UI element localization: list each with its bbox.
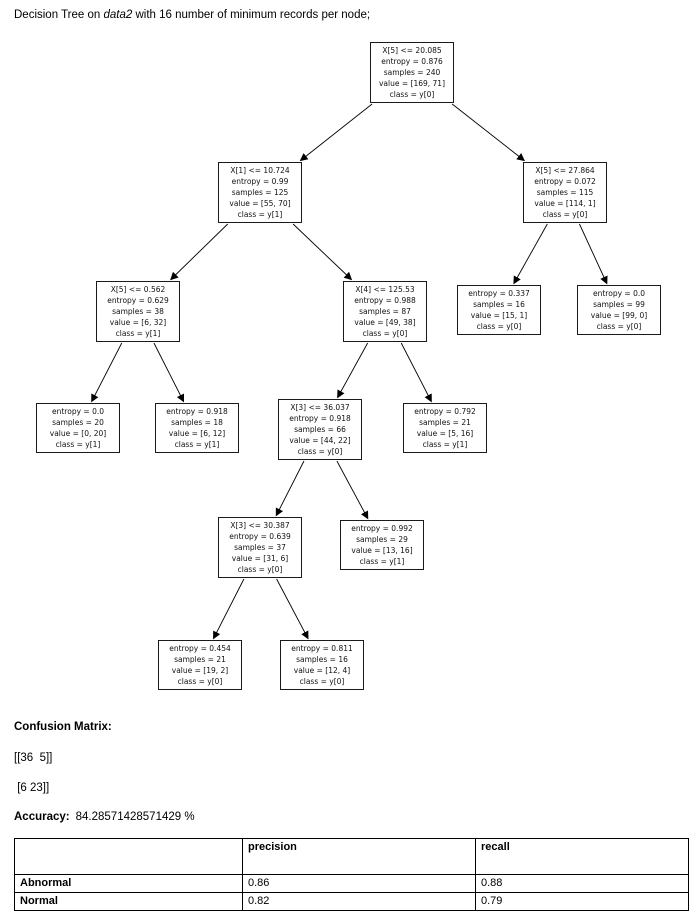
- tree-node-line: class = y[1]: [422, 440, 468, 449]
- tree-node-line: samples = 21: [419, 418, 471, 427]
- tree-node-line: samples = 38: [112, 307, 164, 316]
- tree-edge: [92, 343, 122, 402]
- tree-node-line: value = [55, 70]: [229, 199, 291, 208]
- tree-node-line: class = y[1]: [237, 210, 283, 219]
- title-dataset-name: data2: [103, 9, 133, 21]
- tree-node-line: entropy = 0.0: [52, 407, 104, 416]
- tree-edge: [154, 343, 184, 402]
- tree-node-line: X[5] <= 27.864: [535, 166, 595, 175]
- tree-node-line: class = y[0]: [237, 565, 283, 574]
- tree-node-line: value = [114, 1]: [534, 199, 596, 208]
- tree-edge: [277, 579, 308, 639]
- tree-node-line: samples = 125: [231, 188, 289, 197]
- tree-node-line: X[5] <= 20.085: [382, 46, 442, 55]
- tree-node-line: class = y[1]: [174, 440, 220, 449]
- tree-node-4: [343, 281, 427, 342]
- tree-node-line: entropy = 0.918: [289, 414, 351, 423]
- tree-node-8: [155, 403, 239, 453]
- metrics-header-precision: precision: [243, 839, 476, 875]
- tree-node-line: entropy = 0.639: [229, 532, 291, 541]
- tree-node-line: class = y[0]: [476, 322, 522, 331]
- metrics-table: [14, 838, 689, 911]
- tree-node-line: samples = 37: [234, 543, 286, 552]
- tree-edge: [293, 224, 351, 280]
- metrics-header-recall: recall: [476, 839, 689, 875]
- tree-node-line: class = y[0]: [542, 210, 588, 219]
- title-prefix: Decision Tree on: [14, 9, 104, 21]
- tree-edge: [171, 224, 228, 280]
- tree-node-7: [36, 403, 120, 453]
- tree-node-line: samples = 16: [296, 655, 348, 664]
- tree-node-10: [403, 403, 487, 453]
- tree-node-line: value = [169, 71]: [378, 79, 446, 88]
- tree-node-9: [278, 399, 362, 460]
- precision-value: 0.82: [243, 893, 476, 911]
- tree-node-line: entropy = 0.337: [468, 289, 530, 298]
- precision-value: 0.86: [243, 875, 476, 893]
- tree-edge: [452, 104, 524, 161]
- tree-node-line: class = y[0]: [596, 322, 642, 331]
- tree-node-3: [96, 281, 180, 342]
- tree-node-line: samples = 115: [536, 188, 594, 197]
- tree-node-line: entropy = 0.988: [354, 296, 416, 305]
- tree-node-line: value = [44, 22]: [289, 436, 351, 445]
- accuracy-value: 84.28571428571429 %: [75, 811, 195, 823]
- tree-edge: [338, 343, 368, 398]
- tree-node-line: samples = 20: [52, 418, 104, 427]
- tree-node-line: value = [13, 16]: [351, 546, 413, 555]
- confusion-matrix-heading: Confusion Matrix:: [14, 721, 112, 733]
- recall-value: 0.79: [476, 893, 689, 911]
- metrics-header-empty: [15, 839, 243, 875]
- tree-node-2: [523, 162, 607, 223]
- tree-node-line: samples = 66: [294, 425, 346, 434]
- tree-node-line: X[3] <= 36.037: [290, 403, 350, 412]
- row-label: Normal: [15, 893, 243, 911]
- tree-node-6: [577, 285, 661, 335]
- tree-node-line: value = [49, 38]: [354, 318, 416, 327]
- accuracy-line: [14, 811, 195, 823]
- tree-node-line: entropy = 0.072: [534, 177, 596, 186]
- tree-node-line: class = y[0]: [362, 329, 408, 338]
- tree-node-line: X[1] <= 10.724: [230, 166, 290, 175]
- tree-node-13: [158, 640, 242, 690]
- tree-node-line: entropy = 0.992: [351, 524, 413, 533]
- tree-node-line: class = y[0]: [297, 447, 343, 456]
- tree-node-line: value = [5, 16]: [416, 429, 474, 438]
- confusion-matrix-row: [[36 5]]: [14, 752, 53, 764]
- tree-node-5: [457, 285, 541, 335]
- tree-node-line: value = [6, 12]: [168, 429, 226, 438]
- tree-node-line: entropy = 0.454: [169, 644, 231, 653]
- confusion-matrix-row: [6 23]]: [14, 782, 50, 794]
- tree-node-line: samples = 16: [473, 300, 525, 309]
- tree-edge: [514, 224, 547, 284]
- tree-node-line: entropy = 0.876: [381, 57, 443, 66]
- tree-node-line: entropy = 0.792: [414, 407, 476, 416]
- title-suffix: with 16 number of minimum records per node;: [132, 9, 371, 21]
- tree-node-line: value = [19, 2]: [171, 666, 229, 675]
- metrics-header-row: [15, 839, 689, 875]
- tree-node-line: value = [15, 1]: [470, 311, 528, 320]
- tree-node-line: X[4] <= 125.53: [355, 285, 415, 294]
- tree-node-line: value = [6, 32]: [109, 318, 167, 327]
- tree-node-14: [280, 640, 364, 690]
- tree-edge: [579, 224, 606, 284]
- tree-node-line: samples = 240: [383, 68, 441, 77]
- tree-node-11: [218, 517, 302, 578]
- tree-node-0: [370, 42, 454, 103]
- tree-node-line: entropy = 0.99: [231, 177, 289, 186]
- tree-node-line: class = y[1]: [55, 440, 101, 449]
- accuracy-label: Accuracy:: [14, 811, 70, 823]
- tree-node-line: value = [31, 6]: [231, 554, 289, 563]
- tree-node-line: class = y[1]: [115, 329, 161, 338]
- tree-edge: [214, 579, 244, 639]
- tree-node-line: entropy = 0.0: [593, 289, 645, 298]
- recall-value: 0.88: [476, 875, 689, 893]
- tree-node-line: class = y[0]: [389, 90, 435, 99]
- tree-edge: [301, 104, 373, 161]
- tree-node-line: entropy = 0.918: [166, 407, 228, 416]
- tree-node-line: value = [99, 0]: [590, 311, 648, 320]
- tree-node-line: X[5] <= 0.562: [110, 285, 166, 294]
- metrics-row-abnormal: [15, 875, 689, 893]
- tree-node-line: samples = 29: [356, 535, 408, 544]
- tree-node-1: [218, 162, 302, 223]
- tree-node-line: class = y[0]: [177, 677, 223, 686]
- tree-edge: [337, 461, 368, 519]
- tree-node-line: samples = 21: [174, 655, 226, 664]
- tree-node-line: samples = 87: [359, 307, 411, 316]
- tree-node-line: value = [0, 20]: [49, 429, 107, 438]
- tree-edge: [401, 343, 431, 402]
- row-label: Abnormal: [15, 875, 243, 893]
- metrics-row-normal: [15, 893, 689, 911]
- tree-node-12: [340, 520, 424, 570]
- tree-edge: [276, 461, 304, 516]
- tree-node-line: class = y[1]: [359, 557, 405, 566]
- tree-node-line: samples = 99: [593, 300, 645, 309]
- tree-node-line: entropy = 0.811: [291, 644, 353, 653]
- tree-node-line: entropy = 0.629: [107, 296, 169, 305]
- tree-node-line: value = [12, 4]: [293, 666, 351, 675]
- tree-node-line: X[3] <= 30.387: [230, 521, 290, 530]
- tree-node-line: class = y[0]: [299, 677, 345, 686]
- tree-node-line: samples = 18: [171, 418, 223, 427]
